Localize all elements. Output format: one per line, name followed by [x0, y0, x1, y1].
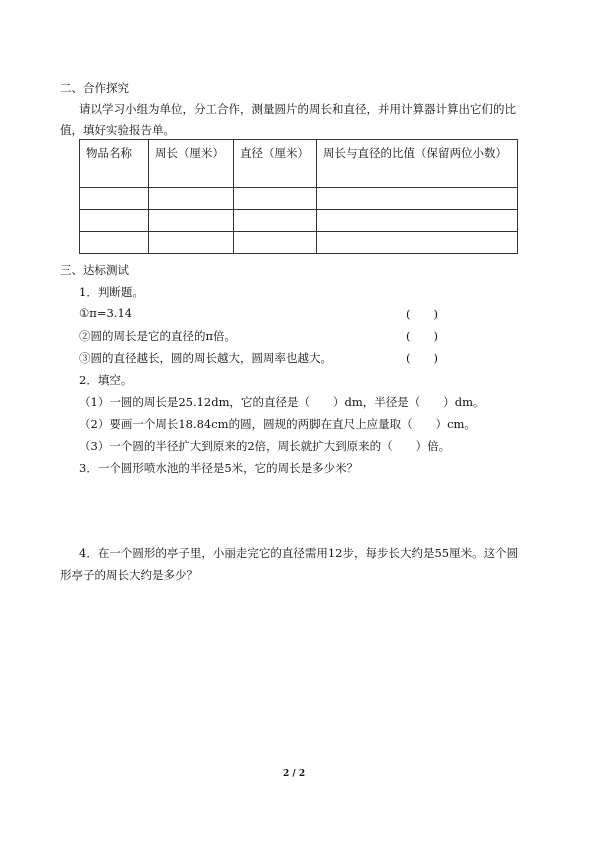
- table-cell[interactable]: [149, 188, 234, 210]
- table-cell[interactable]: [149, 210, 234, 232]
- table-cell[interactable]: [234, 210, 317, 232]
- fill-item-1: （1）一圆的周长是25.12dm，它的直径是（ ）dm，半径是（ ）dm。: [79, 395, 485, 409]
- instruction-line-2: 值，填好实验报告单。: [60, 123, 175, 137]
- answer-paren-2[interactable]: ( ): [406, 329, 438, 343]
- table-cell[interactable]: [317, 232, 518, 254]
- table-cell[interactable]: [234, 188, 317, 210]
- q3-text: 3．一个圆形喷水池的半径是5米，它的周长是多少米？: [79, 461, 359, 475]
- page-number: 2 / 2: [283, 769, 306, 779]
- table-cell[interactable]: [149, 232, 234, 254]
- table-cell[interactable]: [80, 232, 149, 254]
- q1-title: 1．判断题。: [79, 285, 144, 299]
- judge-item-2: ②圆的周长是它的直径的π倍。: [79, 329, 237, 343]
- table-header: 周长（厘米）: [149, 140, 234, 188]
- table-cell[interactable]: [317, 210, 518, 232]
- table-header: 周长与直径的比值（保留两位小数）: [317, 140, 518, 188]
- table-cell[interactable]: [80, 210, 149, 232]
- q4-line-1: 4．在一个圆形的亭子里，小丽走完它的直径需用12步，每步长大约是55厘米。这个圆: [79, 546, 519, 560]
- judge-item-1: ①π=3.14: [79, 306, 133, 320]
- q2-title: 2．填空。: [79, 373, 133, 387]
- answer-paren-3[interactable]: ( ): [406, 351, 438, 365]
- table-cell[interactable]: [80, 188, 149, 210]
- table-cell[interactable]: [234, 232, 317, 254]
- answer-paren-1[interactable]: ( ): [406, 307, 438, 321]
- instruction-line-1: 请以学习小组为单位，分工合作，测量圆片的周长和直径，并用计算器计算出它们的比: [79, 102, 516, 116]
- fill-item-3: （3）一个圆的半径扩大到原来的2倍，周长就扩大到原来的（ ）倍。: [79, 439, 451, 453]
- fill-item-2: （2）要画一个周长18.84cm的圆，圆规的两脚在直尺上应量取（ ）cm。: [79, 417, 476, 431]
- table-row: [80, 210, 518, 232]
- table-header: 直径（厘米）: [234, 140, 317, 188]
- table-cell[interactable]: [317, 188, 518, 210]
- section2-heading: 二、合作探究: [60, 81, 129, 95]
- section3-heading: 三、达标测试: [60, 263, 129, 277]
- judge-item-3: ③圆的直径越长，圆的周长越大，圆周率也越大。: [79, 351, 332, 365]
- table-row: [80, 232, 518, 254]
- table-row: [80, 188, 518, 210]
- table-header: 物品名称: [80, 140, 149, 188]
- q4-line-2: 形亭子的周长大约是多少？: [60, 568, 198, 582]
- experiment-report-table: [79, 139, 518, 254]
